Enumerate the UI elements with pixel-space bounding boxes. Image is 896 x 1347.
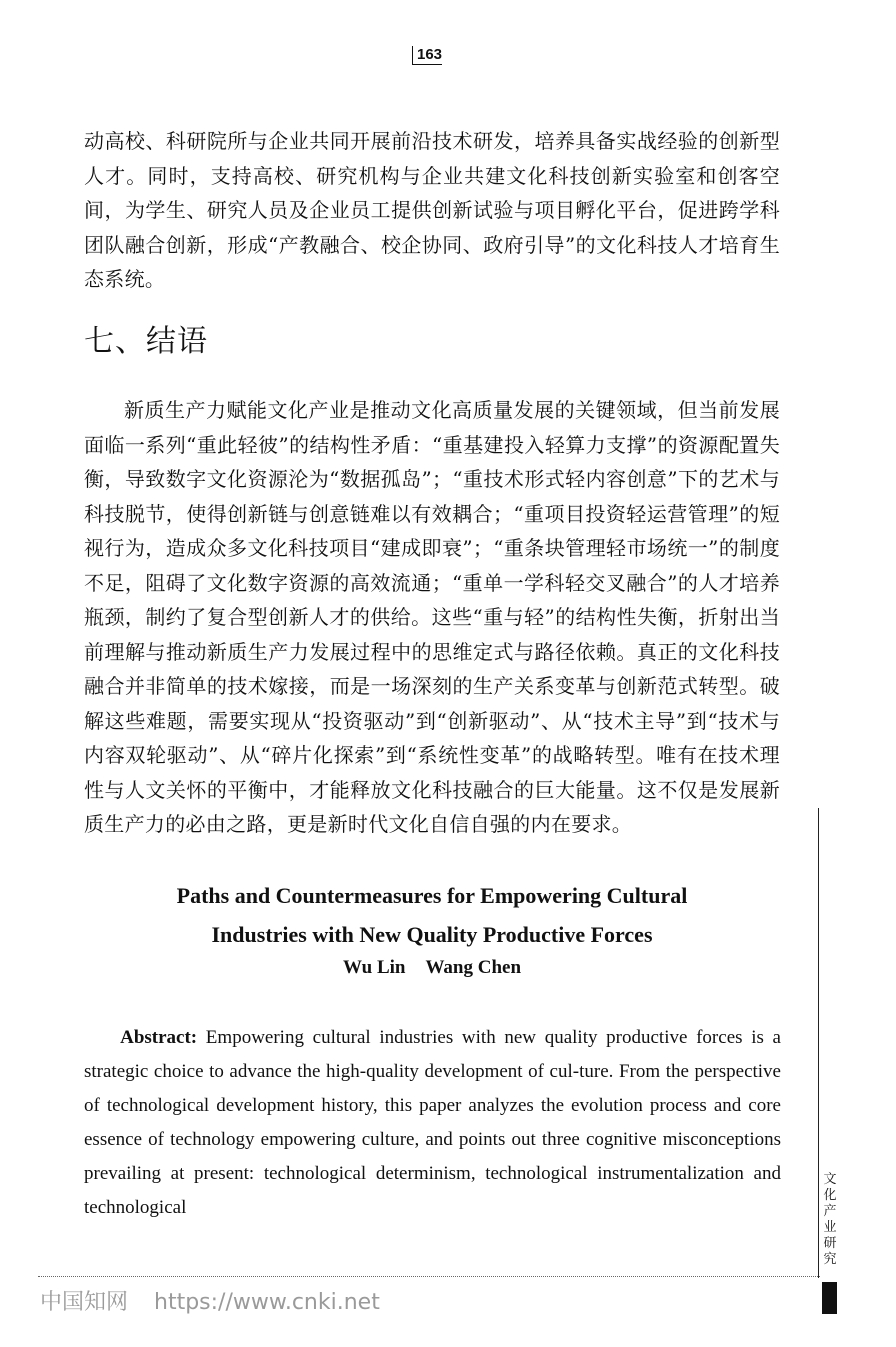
english-title-line-2: Industries with New Quality Productive Forces	[211, 922, 653, 947]
english-title	[84, 876, 780, 954]
section-heading: 七、结语	[84, 324, 208, 359]
watermark-cnki-name: 中国知网	[40, 1290, 129, 1315]
page-number: 163	[412, 46, 442, 65]
margin-tab-marker	[822, 1282, 837, 1314]
abstract-text: Empowering cultural industries with new quality productive forces is a strategic choice to advance the high-quality development of cul-ture. From the perspective of technological development history, this paper analyzes the evolution process and core essence of technology empowering culture, and points out three cognitive misconceptions prevailing at present: technological determinism, technological instrumentalization and technological	[84, 1027, 781, 1218]
author-name: Wu Lin	[342, 957, 406, 978]
continuation-paragraph-block	[84, 124, 780, 297]
watermark	[40, 1285, 380, 1316]
margin-vertical-rule	[818, 808, 819, 1278]
dotted-divider	[38, 1276, 820, 1277]
author-name: Wang Chen	[425, 957, 522, 978]
english-title-line-1: Paths and Countermeasures for Empowering Cultural	[176, 883, 688, 908]
watermark-url: https://www.cnki.net	[154, 1290, 380, 1315]
journal-side-label: 文化产业研究	[823, 1172, 837, 1267]
authors	[84, 955, 780, 981]
conclusion-paragraph: 新质生产力赋能文化产业是推动文化高质量发展的关键领域，但当前发展面临一系列“重此轻彼”的结构性矛盾：“重基建投入轻算力支撑”的资源配置失衡，导致数字文化资源沦为“数据孤岛”；“重技术形式轻内容创意”下的艺术与科技脱节，使得创新链与创意链难以有效耦合；“重项目投资轻运营管理”的短视行为，造成众多文化科技项目“建成即衰”；“重条块管理轻市场统一”的制度不足，阻碍了文化数字资源的高效流通；“重单一学科轻交叉融合”的人才培养瓶颈，制约了复合型创新人才的供给。这些“重与轻”的结构性失衡，折射出当前理解与推动新质生产力发展过程中的思维定式与路径依赖。真正的文化科技融合并非简单的技术嫁接，而是一场深刻的生产关系变革与创新范式转型。破解这些难题，需要实现从“投资驱动”到“创新驱动”、从“技术主导”到“技术与内容双轮驱动”、从“碎片化探索”到“系统性变革”的战略转型。唯有在技术理性与人文关怀的平衡中，才能释放文化科技融合的巨大能量。这不仅是发展新质生产力的必由之路，更是新时代文化自信自强的内在要求。	[84, 398, 780, 836]
abstract-label: Abstract:	[120, 1027, 198, 1048]
abstract	[84, 1021, 781, 1225]
continuation-paragraph: 动高校、科研院所与企业共同开展前沿技术研发，培养具备实战经验的创新型人才。同时，支持高校、研究机构与企业共建文化科技创新实验室和创客空间，为学生、研究人员及企业员工提供创新试验与项目孵化平台，促进跨学科团队融合创新，形成“产教融合、校企协同、政府引导”的文化科技人才培育生态系统。	[84, 129, 780, 291]
conclusion-paragraph-block	[84, 393, 780, 842]
